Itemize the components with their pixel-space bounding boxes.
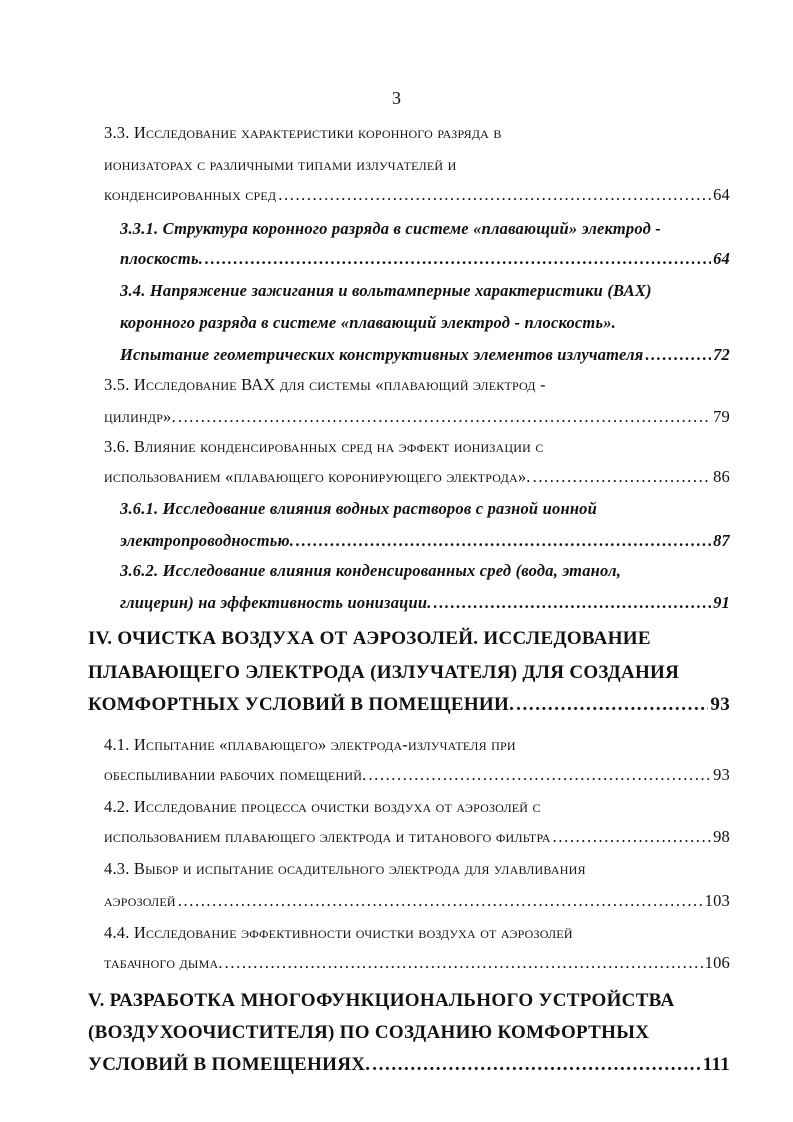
toc-4-2-line2	[104, 822, 730, 852]
toc-3-4-line1: 3.4. Напряжение зажигания и вольтамперные характеристики (ВАХ)	[120, 281, 652, 300]
toc-3-6-2-line2	[120, 588, 730, 618]
toc-ch5-line2: (ВОЗДУХООЧИСТИТЕЛЯ) ПО СОЗДАНИЮ КОМФОРТНЫХ	[88, 1022, 650, 1043]
toc-3-6-2-page: 91	[713, 593, 730, 612]
toc-ch5-line1: V. РАЗРАБОТКА МНОГОФУНКЦИОНАЛЬНОГО УСТРОЙСТВА	[88, 990, 675, 1011]
toc-3-3-page: 64	[713, 185, 730, 204]
toc-4-2-page: 98	[713, 827, 730, 846]
toc-3-5-line1: 3.5. Исследование ВАХ для системы «плавающий электрод -	[104, 375, 546, 394]
toc-ch4-line1: IV. ОЧИСТКА ВОЗДУХА ОТ АЭРОЗОЛЕЙ. ИССЛЕДОВАНИЕ	[88, 628, 651, 649]
toc-4-2-line1: 4.2. Исследование процесса очистки воздуха от аэрозолей с	[104, 797, 541, 816]
toc-3-3-title-end: конденсированных сред	[104, 185, 277, 204]
toc-3-6-1-line2	[120, 526, 730, 556]
toc-3-6-page: 86	[713, 467, 730, 486]
toc-4-4-title-end: табачного дыма.	[104, 953, 223, 972]
toc-3-6-1-page: 87	[713, 531, 730, 550]
toc-ch5-page: 111	[702, 1054, 730, 1075]
toc-3-6-title-end: использованием «плавающего коронирующего электрода».	[104, 467, 531, 486]
toc-ch4-line2: ПЛАВАЮЩЕГО ЭЛЕКТРОДА (ИЗЛУЧАТЕЛЯ) ДЛЯ СОЗДАНИЯ	[88, 662, 680, 683]
toc-3-3-1-line1: 3.3.1. Структура коронного разряда в системе «плавающий» электрод -	[120, 219, 661, 238]
toc-3-5-line2	[104, 402, 730, 432]
toc-4-3-line1: 4.3. Выбор и испытание осадительного электрода для улавливания	[104, 859, 586, 878]
toc-4-1-line1: 4.1. Испытание «плавающего» электрода-излучателя при	[104, 735, 516, 754]
toc-3-4-line2: коронного разряда в системе «плавающий электрод - плоскость».	[120, 313, 616, 332]
toc-3-6-2-line1: 3.6.2. Исследование влияния конденсированных сред (вода, этанол,	[120, 561, 622, 580]
toc-3-3-line2: ионизаторах с различными типами излучателей и	[104, 155, 457, 174]
toc-ch5-line3	[88, 1048, 730, 1082]
toc-4-4-line1: 4.4. Исследование эффективности очистки воздуха от аэрозолей	[104, 923, 573, 942]
toc-4-1-title-end: обеспыливании рабочих помещений.	[104, 765, 367, 784]
toc-ch4-title-end: КОМФОРТНЫХ УСЛОВИЙ В ПОМЕЩЕНИИ.	[88, 694, 515, 715]
toc-3-4-page: 72	[713, 345, 730, 364]
toc-3-6-1-line1: 3.6.1. Исследование влияния водных растворов с разной ионной	[120, 499, 598, 518]
toc-3-4-line3	[120, 340, 730, 370]
toc-3-5-page: 79	[713, 407, 730, 426]
toc-3-3-1-page: 64	[713, 249, 730, 268]
toc-4-3-line2	[104, 886, 730, 916]
toc-3-3-line1: 3.3. Исследование характеристики коронного разряда в	[104, 123, 502, 142]
toc-4-1-line2	[104, 760, 730, 790]
toc-ch4-line3	[88, 688, 730, 722]
toc-4-3-page: 103	[704, 891, 730, 910]
toc-3-5-title-end: цилиндр».	[104, 407, 176, 426]
toc-3-6-line1: 3.6. Влияние конденсированных сред на эффект ионизации с	[104, 437, 544, 456]
toc-3-6-2-title-end: глицерин) на эффективность ионизации.	[120, 593, 432, 612]
toc-ch4-page: 93	[710, 694, 730, 715]
toc-4-4-page: 106	[704, 953, 730, 972]
toc-ch5-title-end: УСЛОВИЙ В ПОМЕЩЕНИЯХ.	[88, 1054, 371, 1075]
toc-3-3-1-line2	[120, 244, 730, 274]
toc-3-6-line2	[104, 462, 730, 492]
page-number: 3	[392, 88, 401, 108]
toc-3-3-line3	[104, 180, 730, 210]
toc-4-3-title-end: аэрозолей	[104, 891, 176, 910]
toc-3-4-title-end: Испытание геометрических конструктивных элементов излучателя	[120, 345, 644, 364]
toc-3-3-1-title-end: плоскость.	[120, 249, 204, 268]
toc-4-2-title-end: использованием плавающего электрода и титанового фильтра	[104, 827, 551, 846]
toc-4-4-line2	[104, 948, 730, 978]
toc-4-1-page: 93	[713, 765, 730, 784]
toc-3-6-1-title-end: электропроводностью.	[120, 531, 295, 550]
